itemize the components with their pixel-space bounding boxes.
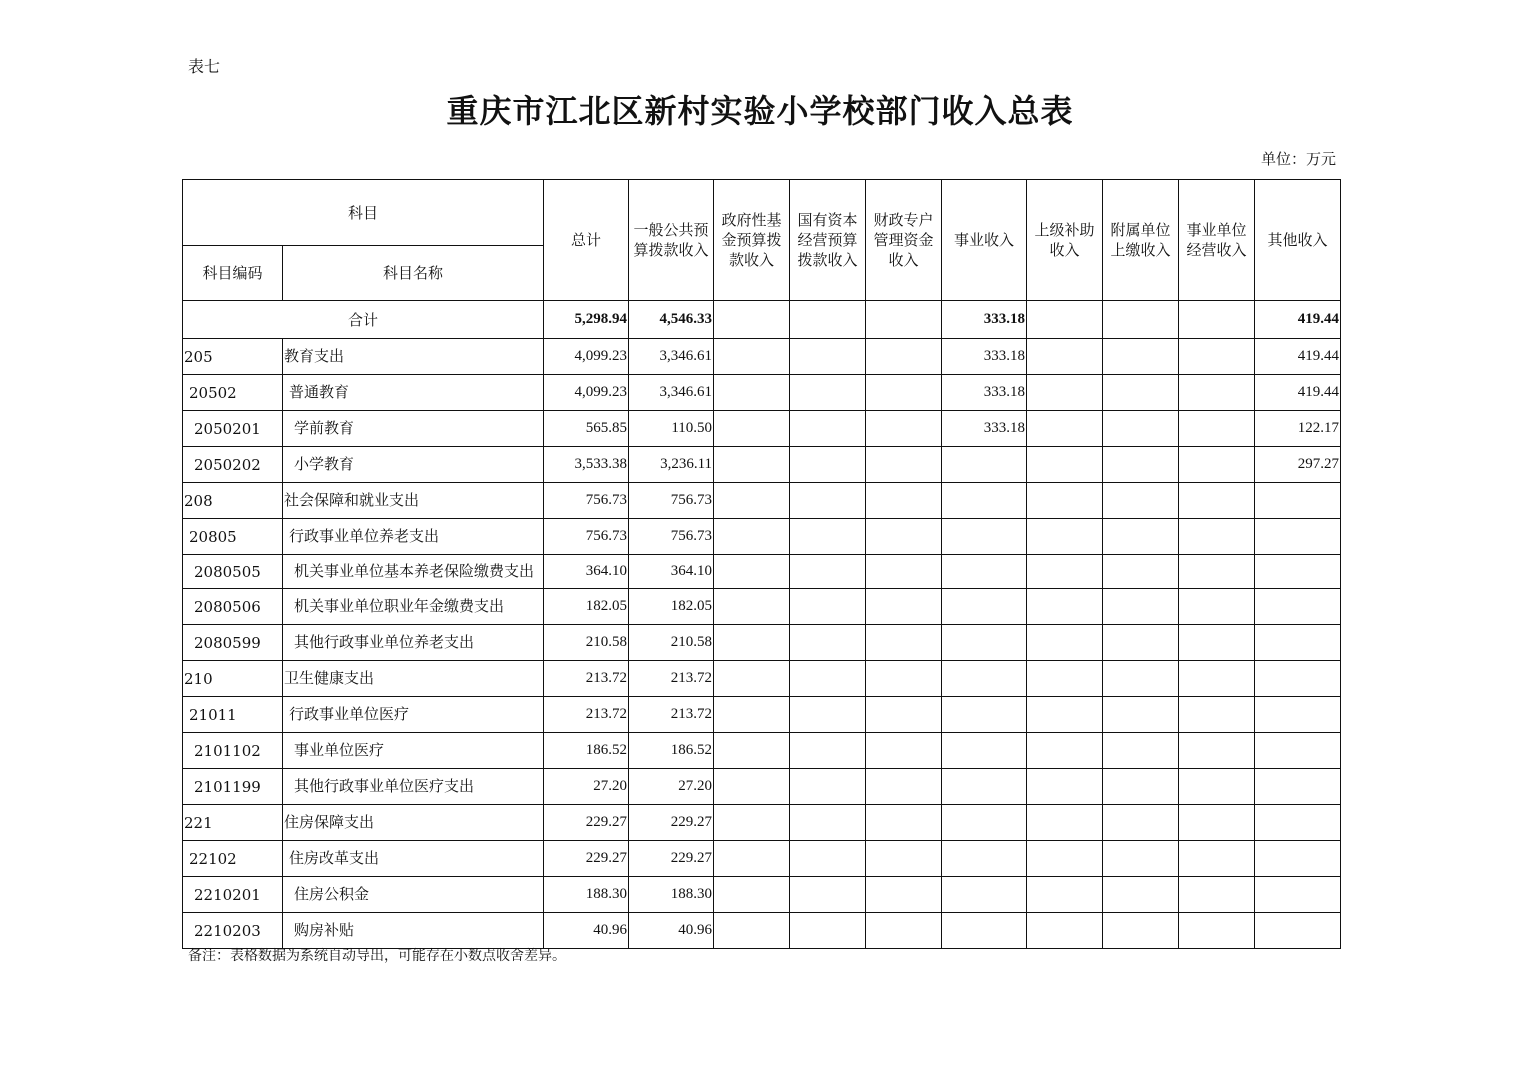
header-general-budget: 一般公共预算拨款收入 — [629, 180, 714, 301]
cell-general-budget: 40.96 — [629, 913, 714, 949]
total-row-fiscal-special — [866, 301, 942, 339]
cell-other-income — [1255, 483, 1341, 519]
cell-gov-fund — [714, 519, 790, 555]
table-row — [183, 555, 1341, 589]
cell-superior-subsidy — [1027, 411, 1103, 447]
cell-affiliated-remit — [1103, 877, 1179, 913]
header-business-operation: 事业单位经营收入 — [1179, 180, 1255, 301]
cell-subject-code: 20805 — [183, 519, 283, 555]
cell-business-operation — [1179, 697, 1255, 733]
cell-other-income — [1255, 841, 1341, 877]
cell-affiliated-remit — [1103, 519, 1179, 555]
cell-fiscal-special — [866, 447, 942, 483]
cell-business-operation — [1179, 769, 1255, 805]
cell-general-budget: 213.72 — [629, 661, 714, 697]
cell-fiscal-special — [866, 411, 942, 447]
cell-business-operation — [1179, 519, 1255, 555]
cell-business-income — [942, 483, 1027, 519]
cell-state-capital — [790, 339, 866, 375]
cell-affiliated-remit — [1103, 661, 1179, 697]
cell-state-capital — [790, 697, 866, 733]
total-row-label: 合计 — [183, 301, 544, 339]
header-fiscal-special: 财政专户管理资金收入 — [866, 180, 942, 301]
table-row — [183, 697, 1341, 733]
cell-fiscal-special — [866, 805, 942, 841]
cell-total: 4,099.23 — [544, 339, 629, 375]
table-number: 表七 — [188, 57, 221, 76]
cell-gov-fund — [714, 589, 790, 625]
unit-label: 单位：万元 — [1260, 150, 1336, 168]
cell-gov-fund — [714, 841, 790, 877]
cell-business-operation — [1179, 589, 1255, 625]
cell-subject-name: 社会保障和就业支出 — [283, 483, 544, 519]
cell-total: 229.27 — [544, 805, 629, 841]
cell-state-capital — [790, 841, 866, 877]
cell-business-operation — [1179, 447, 1255, 483]
cell-general-budget: 364.10 — [629, 555, 714, 589]
table-row — [183, 589, 1341, 625]
cell-total: 182.05 — [544, 589, 629, 625]
cell-general-budget: 213.72 — [629, 697, 714, 733]
cell-business-income — [942, 519, 1027, 555]
cell-state-capital — [790, 805, 866, 841]
total-row-state-capital — [790, 301, 866, 339]
cell-subject-name: 教育支出 — [283, 339, 544, 375]
cell-business-operation — [1179, 841, 1255, 877]
cell-other-income — [1255, 625, 1341, 661]
cell-general-budget: 182.05 — [629, 589, 714, 625]
table-row — [183, 375, 1341, 411]
cell-subject-name: 卫生健康支出 — [283, 661, 544, 697]
cell-fiscal-special — [866, 877, 942, 913]
cell-business-operation — [1179, 625, 1255, 661]
cell-business-income — [942, 877, 1027, 913]
cell-total: 756.73 — [544, 483, 629, 519]
header-business-income: 事业收入 — [942, 180, 1027, 301]
cell-business-operation — [1179, 913, 1255, 949]
total-row-affiliated-remit — [1103, 301, 1179, 339]
table-row — [183, 411, 1341, 447]
cell-state-capital — [790, 589, 866, 625]
header-affiliated-remit: 附属单位上缴收入 — [1103, 180, 1179, 301]
cell-business-operation — [1179, 805, 1255, 841]
cell-total: 213.72 — [544, 661, 629, 697]
cell-state-capital — [790, 733, 866, 769]
cell-gov-fund — [714, 733, 790, 769]
cell-affiliated-remit — [1103, 625, 1179, 661]
cell-gov-fund — [714, 375, 790, 411]
cell-total: 40.96 — [544, 913, 629, 949]
total-row-business-income: 333.18 — [942, 301, 1027, 339]
cell-business-income — [942, 447, 1027, 483]
cell-superior-subsidy — [1027, 769, 1103, 805]
cell-state-capital — [790, 447, 866, 483]
cell-total: 186.52 — [544, 733, 629, 769]
cell-general-budget: 186.52 — [629, 733, 714, 769]
cell-affiliated-remit — [1103, 841, 1179, 877]
total-row-other-income: 419.44 — [1255, 301, 1341, 339]
cell-subject-name: 其他行政事业单位医疗支出 — [283, 769, 544, 805]
cell-business-operation — [1179, 661, 1255, 697]
cell-subject-code: 2080599 — [183, 625, 283, 661]
cell-fiscal-special — [866, 625, 942, 661]
cell-gov-fund — [714, 805, 790, 841]
cell-subject-name: 购房补贴 — [283, 913, 544, 949]
header-other-income: 其他收入 — [1255, 180, 1341, 301]
cell-subject-code: 2080506 — [183, 589, 283, 625]
cell-other-income: 419.44 — [1255, 375, 1341, 411]
cell-fiscal-special — [866, 697, 942, 733]
cell-superior-subsidy — [1027, 697, 1103, 733]
cell-gov-fund — [714, 483, 790, 519]
cell-fiscal-special — [866, 519, 942, 555]
cell-superior-subsidy — [1027, 339, 1103, 375]
cell-fiscal-special — [866, 375, 942, 411]
cell-business-income — [942, 555, 1027, 589]
table-row — [183, 805, 1341, 841]
table-row — [183, 841, 1341, 877]
cell-general-budget: 3,236.11 — [629, 447, 714, 483]
cell-subject-name: 住房改革支出 — [283, 841, 544, 877]
cell-subject-code: 2050202 — [183, 447, 283, 483]
cell-superior-subsidy — [1027, 877, 1103, 913]
cell-other-income: 297.27 — [1255, 447, 1341, 483]
total-row — [183, 301, 1341, 339]
header-subject-name: 科目名称 — [283, 246, 544, 301]
cell-affiliated-remit — [1103, 589, 1179, 625]
cell-other-income — [1255, 555, 1341, 589]
cell-state-capital — [790, 375, 866, 411]
cell-subject-name: 行政事业单位医疗 — [283, 697, 544, 733]
total-row-gov-fund — [714, 301, 790, 339]
cell-total: 188.30 — [544, 877, 629, 913]
cell-subject-name: 住房公积金 — [283, 877, 544, 913]
cell-superior-subsidy — [1027, 661, 1103, 697]
cell-business-income — [942, 769, 1027, 805]
cell-business-operation — [1179, 483, 1255, 519]
cell-fiscal-special — [866, 661, 942, 697]
cell-general-budget: 229.27 — [629, 805, 714, 841]
cell-general-budget: 756.73 — [629, 483, 714, 519]
cell-subject-name: 机关事业单位基本养老保险缴费支出 — [283, 555, 544, 589]
cell-state-capital — [790, 555, 866, 589]
cell-other-income: 419.44 — [1255, 339, 1341, 375]
cell-subject-code: 22102 — [183, 841, 283, 877]
cell-affiliated-remit — [1103, 805, 1179, 841]
total-row-general-budget: 4,546.33 — [629, 301, 714, 339]
cell-subject-code: 205 — [183, 339, 283, 375]
cell-affiliated-remit — [1103, 483, 1179, 519]
cell-other-income: 122.17 — [1255, 411, 1341, 447]
cell-total: 756.73 — [544, 519, 629, 555]
table-row — [183, 339, 1341, 375]
cell-superior-subsidy — [1027, 483, 1103, 519]
cell-total: 229.27 — [544, 841, 629, 877]
cell-affiliated-remit — [1103, 769, 1179, 805]
cell-gov-fund — [714, 625, 790, 661]
cell-general-budget: 756.73 — [629, 519, 714, 555]
cell-subject-code: 2210201 — [183, 877, 283, 913]
cell-business-income — [942, 625, 1027, 661]
cell-subject-name: 住房保障支出 — [283, 805, 544, 841]
cell-superior-subsidy — [1027, 519, 1103, 555]
header-state-capital: 国有资本经营预算拨款收入 — [790, 180, 866, 301]
header-subject: 科目 — [183, 180, 544, 246]
cell-superior-subsidy — [1027, 625, 1103, 661]
cell-gov-fund — [714, 447, 790, 483]
cell-subject-code: 221 — [183, 805, 283, 841]
cell-subject-code: 21011 — [183, 697, 283, 733]
cell-state-capital — [790, 661, 866, 697]
cell-business-income: 333.18 — [942, 339, 1027, 375]
cell-gov-fund — [714, 661, 790, 697]
cell-other-income — [1255, 877, 1341, 913]
cell-subject-code: 2080505 — [183, 555, 283, 589]
cell-other-income — [1255, 769, 1341, 805]
cell-state-capital — [790, 625, 866, 661]
cell-subject-code: 2210203 — [183, 913, 283, 949]
table-row — [183, 661, 1341, 697]
cell-business-income — [942, 805, 1027, 841]
cell-gov-fund — [714, 913, 790, 949]
cell-business-income — [942, 697, 1027, 733]
cell-state-capital — [790, 769, 866, 805]
cell-subject-code: 2050201 — [183, 411, 283, 447]
cell-total: 213.72 — [544, 697, 629, 733]
header-superior-subsidy: 上级补助收入 — [1027, 180, 1103, 301]
cell-affiliated-remit — [1103, 733, 1179, 769]
cell-subject-code: 2101199 — [183, 769, 283, 805]
table-row — [183, 877, 1341, 913]
cell-subject-code: 208 — [183, 483, 283, 519]
cell-subject-name: 小学教育 — [283, 447, 544, 483]
cell-business-income — [942, 661, 1027, 697]
table-row — [183, 519, 1341, 555]
cell-superior-subsidy — [1027, 447, 1103, 483]
cell-other-income — [1255, 589, 1341, 625]
table-row — [183, 483, 1341, 519]
cell-business-operation — [1179, 339, 1255, 375]
cell-gov-fund — [714, 411, 790, 447]
total-row-superior-subsidy — [1027, 301, 1103, 339]
header-total: 总计 — [544, 180, 629, 301]
table-row — [183, 913, 1341, 949]
table-body — [183, 301, 1341, 949]
cell-business-income: 333.18 — [942, 375, 1027, 411]
cell-subject-name: 学前教育 — [283, 411, 544, 447]
cell-business-operation — [1179, 411, 1255, 447]
total-row-business-operation — [1179, 301, 1255, 339]
cell-general-budget: 188.30 — [629, 877, 714, 913]
header-gov-fund: 政府性基金预算拨款收入 — [714, 180, 790, 301]
cell-gov-fund — [714, 555, 790, 589]
cell-state-capital — [790, 411, 866, 447]
cell-subject-name: 行政事业单位养老支出 — [283, 519, 544, 555]
cell-subject-name: 事业单位医疗 — [283, 733, 544, 769]
page-title: 重庆市江北区新村实验小学校部门收入总表 — [446, 92, 1074, 130]
cell-business-income: 333.18 — [942, 411, 1027, 447]
cell-other-income — [1255, 661, 1341, 697]
cell-affiliated-remit — [1103, 697, 1179, 733]
cell-general-budget: 210.58 — [629, 625, 714, 661]
cell-gov-fund — [714, 769, 790, 805]
cell-total: 4,099.23 — [544, 375, 629, 411]
cell-business-operation — [1179, 733, 1255, 769]
cell-fiscal-special — [866, 339, 942, 375]
cell-total: 565.85 — [544, 411, 629, 447]
cell-business-operation — [1179, 555, 1255, 589]
cell-business-income — [942, 733, 1027, 769]
cell-other-income — [1255, 733, 1341, 769]
cell-subject-name: 其他行政事业单位养老支出 — [283, 625, 544, 661]
cell-fiscal-special — [866, 769, 942, 805]
table-row — [183, 733, 1341, 769]
cell-other-income — [1255, 697, 1341, 733]
cell-business-income — [942, 841, 1027, 877]
cell-total: 210.58 — [544, 625, 629, 661]
cell-superior-subsidy — [1027, 589, 1103, 625]
cell-affiliated-remit — [1103, 555, 1179, 589]
cell-superior-subsidy — [1027, 913, 1103, 949]
cell-affiliated-remit — [1103, 913, 1179, 949]
cell-fiscal-special — [866, 733, 942, 769]
cell-subject-code: 20502 — [183, 375, 283, 411]
cell-fiscal-special — [866, 913, 942, 949]
cell-subject-name: 普通教育 — [283, 375, 544, 411]
cell-fiscal-special — [866, 483, 942, 519]
cell-total: 27.20 — [544, 769, 629, 805]
cell-business-operation — [1179, 375, 1255, 411]
income-summary-table — [182, 179, 1341, 949]
cell-superior-subsidy — [1027, 375, 1103, 411]
cell-affiliated-remit — [1103, 339, 1179, 375]
cell-superior-subsidy — [1027, 841, 1103, 877]
cell-gov-fund — [714, 697, 790, 733]
header-subject-code: 科目编码 — [183, 246, 283, 301]
cell-general-budget: 3,346.61 — [629, 339, 714, 375]
cell-general-budget: 110.50 — [629, 411, 714, 447]
cell-state-capital — [790, 877, 866, 913]
cell-general-budget: 229.27 — [629, 841, 714, 877]
footnote: 备注：表格数据为系统自动导出，可能存在小数点收舍差异。 — [188, 948, 566, 964]
cell-affiliated-remit — [1103, 447, 1179, 483]
cell-other-income — [1255, 805, 1341, 841]
cell-affiliated-remit — [1103, 411, 1179, 447]
cell-total: 3,533.38 — [544, 447, 629, 483]
cell-general-budget: 27.20 — [629, 769, 714, 805]
cell-fiscal-special — [866, 841, 942, 877]
cell-subject-code: 210 — [183, 661, 283, 697]
cell-fiscal-special — [866, 555, 942, 589]
cell-business-operation — [1179, 877, 1255, 913]
table-row — [183, 769, 1341, 805]
cell-total: 364.10 — [544, 555, 629, 589]
cell-subject-code: 2101102 — [183, 733, 283, 769]
cell-gov-fund — [714, 877, 790, 913]
cell-business-income — [942, 913, 1027, 949]
cell-other-income — [1255, 913, 1341, 949]
cell-superior-subsidy — [1027, 555, 1103, 589]
cell-fiscal-special — [866, 589, 942, 625]
table-row — [183, 447, 1341, 483]
cell-general-budget: 3,346.61 — [629, 375, 714, 411]
cell-subject-name: 机关事业单位职业年金缴费支出 — [283, 589, 544, 625]
cell-state-capital — [790, 913, 866, 949]
total-row-total: 5,298.94 — [544, 301, 629, 339]
cell-superior-subsidy — [1027, 733, 1103, 769]
cell-state-capital — [790, 483, 866, 519]
cell-superior-subsidy — [1027, 805, 1103, 841]
cell-affiliated-remit — [1103, 375, 1179, 411]
table-row — [183, 625, 1341, 661]
cell-other-income — [1255, 519, 1341, 555]
cell-business-income — [942, 589, 1027, 625]
cell-gov-fund — [714, 339, 790, 375]
cell-state-capital — [790, 519, 866, 555]
